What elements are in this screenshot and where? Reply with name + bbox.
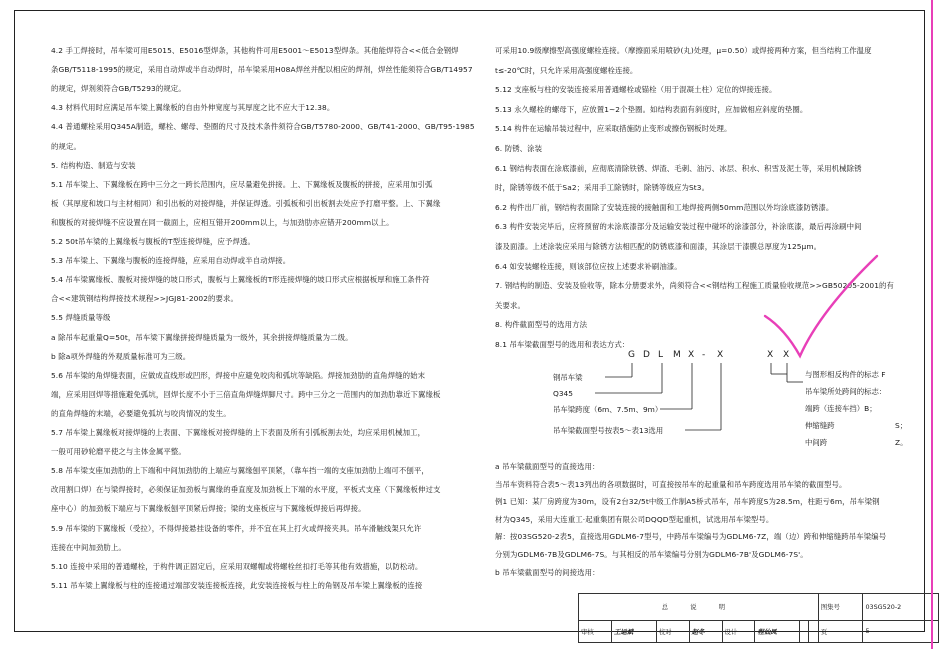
design-signature: 程仙凤 (755, 620, 800, 642)
left-line: 的规定，焊剂须符合GB/T5293的规定。 (51, 84, 186, 94)
title-block-title: 总 说 明 (579, 594, 819, 621)
left-line: 板（其厚度和坡口与主材相同）和引出板的对接焊缝，并保证焊透。引弧板和引出板割去处应予打磨平整。上、下翼缘 (51, 198, 441, 208)
right-line: 6.4 如安装螺栓连接，则该部位应按上述要求补刷油漆。 (495, 261, 682, 271)
left-line: 座中心）的加劲板下端应与下翼缘板刨平顶紧后焊接；梁的支座板应与下翼缘板焊接后再焊接。 (51, 504, 366, 514)
right-line: 8. 构件截面型号的选用方法 (495, 320, 588, 330)
pink-edge-line (931, 0, 933, 649)
left-line: 5.10 连接中采用的普通螺栓，于构件调正固定后，应采用双螺帽或将螺栓丝扣打毛等其他有效措施，以防松动。 (51, 561, 423, 571)
right-lower-line: b 吊车梁截面型号的间接选用： (495, 567, 600, 577)
left-line: b 除a项外焊缝的外观质量标准可为三级。 (51, 351, 191, 361)
left-line: 5.7 吊车梁上翼缘板对接焊缝的上表面、下翼缘板对接焊缝的上下表面及所有引弧板割去处，均应采用机械加工， (51, 428, 426, 437)
diagram-right-label: 吊车梁所处跨间的标志： (805, 387, 887, 396)
left-line: 5.11 吊车梁上翼缘板与柱的连接通过端部安装连接板连接，此安装连接板与柱上的角钢及吊车梁上翼缘板的连接 (51, 580, 423, 590)
right-line: t≤-20℃时，只允许采用高强度螺栓连接。 (495, 65, 638, 75)
left-line: 连接在中间加劲肋上。 (51, 542, 126, 552)
left-line: 5.5 焊缝质量等级 (51, 313, 111, 323)
right-line: 5.14 构件在运输吊装过程中，应采取措施防止变形或擦伤钢板时处理。 (495, 124, 732, 134)
diagram-left-label: 钢吊车梁 (553, 373, 583, 382)
left-line: 4.3 材料代用时应满足吊车梁上翼缘板的自由外伸宽度与其厚度之比不应大于12.38。 (51, 103, 335, 113)
right-line: 关要求。 (495, 300, 525, 310)
right-line: 6. 防锈、涂装 (495, 144, 543, 153)
drawing-sheet (14, 10, 925, 636)
left-line: 4.2 手工焊接时，吊车梁可用E5015、E5016型焊条，其他构件可用E5001～E5013型焊条。其他能焊符合<<低合金钢焊 (51, 46, 459, 55)
left-line: 5.6 吊车梁的角焊缝表面，应做成直线形或凹形，焊接中应避免咬肉和弧坑等缺陷。焊接加劲肋的直角焊缝的始末 (51, 370, 426, 380)
right-line: 5.12 支座板与柱的安装连接采用普通螺栓或锚栓（用于混凝土柱）定位的焊接连接。 (495, 85, 777, 95)
left-line: a 除吊车起重量Q=50t，吊车梁下翼缘拼接焊缝质量为一级外，其余拼接焊缝质量为二级。 (51, 332, 353, 342)
left-line: 的规定。 (51, 141, 81, 151)
left-line: 5.2 50t吊车梁的上翼缘板与腹板的T型连接焊缝，应予焊透。 (51, 237, 256, 246)
right-line: 6.1 钢结构表面在涂底漆前，应彻底清除铁锈、焊渣、毛刺、油污、冰层、积水、积雪及泥土等，采用机械除锈 (495, 163, 862, 173)
code-letter: M (673, 350, 681, 360)
right-line: 5.13 永久螺栓的螺母下，应放置1~2个垫圈。如结构表面有斜度时，应加做相应斜度的垫圈。 (495, 104, 808, 114)
left-line: 改用割口焊）在与梁焊接时，必须保证加劲板与翼缘的垂直度及加劲板上下端的水平度，平板式支座（下翼缘板伸过支 (51, 485, 441, 495)
diagram-left-label: 吊车梁跨度（6m、7.5m、9m） (553, 405, 663, 414)
review-signature: 王运斌 (611, 620, 656, 642)
design-label: 设计 (722, 620, 755, 642)
check-signature: 赵冬 (689, 620, 722, 642)
right-lower-line: 材为Q345，采用大连重工·起重集团有限公司DQQD型起重机，试选用吊车梁型号。 (495, 514, 774, 524)
right-line: 漆及面漆。上述涂装应采用与除锈方法相匹配的防锈底漆和面漆，其涂层干漆膜总厚度为125μm。 (495, 242, 822, 251)
left-line: 5.9 吊车梁的下翼缘板（受拉），不得焊接悬挂设备的零件，并不宜在其上打火或焊接夹具。吊车滑触线架只允许 (51, 523, 422, 533)
diagram-right-label: 端跨（连接车挡）B； (805, 404, 877, 413)
left-line: 条GB/T5118-1995的规定，采用自动焊或半自动焊时，吊车梁采用H08A焊丝并配以相应的焊剂，焊丝性能须符合GB/T14957 (51, 65, 473, 75)
right-line: 6.2 构件出厂前，钢结构表面除了安装连接的接触面和工地焊接两侧50mm范围以外均涂底漆防锈漆。 (495, 202, 834, 212)
right-lower-line: a 吊车梁截面型号的直接选用： (495, 462, 600, 471)
right-lower-line: 当吊车资料符合表5～表13列出的各项数据时，可直接按吊车的起重量和吊车跨度选用吊车梁的截面型号。 (495, 479, 847, 489)
check-label: 校对 (656, 620, 689, 642)
diagram-right-label: 与图形相反构件的标志 F (805, 370, 886, 379)
diagram-right-label: 中间跨 (805, 438, 828, 447)
right-line: 时，除锈等级不低于Sa2；采用手工除锈时，除锈等级应为St3。 (495, 183, 710, 193)
right-lower-line: 解：按03SG520-2表5，直接选用GDLM6-7型号，中跨吊车梁编号为GDLM6-7Z，端（边）跨和伸缩缝跨吊车梁编号 (495, 532, 887, 542)
right-line: 7. 钢结构的制造、安装及验收等，除本分册要求外，尚须符合<<钢结构工程施工质量验收规范>>GB50205-2001的有 (495, 281, 894, 291)
left-line: 和腹板的对接焊缝不应设置在同一截面上，应相互错开200mm以上，与加劲肋亦应错开200mm以上。 (51, 217, 394, 227)
checkmark-annotation (15, 11, 926, 633)
left-line: 的直角焊缝的末端，必要避免弧坑与咬肉情况的发生。 (51, 408, 231, 418)
atlas-number: 03SG520-2 (863, 594, 939, 621)
atlas-label: 图集号 (818, 594, 863, 621)
code-letter: G (628, 350, 635, 360)
diagram-left-label: 吊车梁截面型号按表5～表13选用 (553, 426, 664, 435)
diagram-letter: Z。 (895, 438, 908, 447)
code-letter: X (688, 350, 695, 360)
review-label: 审核 (579, 620, 612, 642)
left-line: 5.3 吊车梁上、下翼缘与腹板的连接焊缝，应采用自动焊或半自动焊接。 (51, 256, 291, 266)
left-line: 端，应采用回焊等措施避免弧坑，回焊长度不小于三倍直角焊缝焊脚尺寸。跨中三分之一范围内的加劲肋靠近下翼缘板 (51, 389, 441, 399)
code-letter: L (658, 350, 664, 360)
right-line: 8.1 吊车梁截面型号的选用和表达方式： (495, 340, 630, 349)
left-line: 一般可用砂轮磨平使之与主体金属平整。 (51, 447, 186, 457)
right-line: 6.3 构件安装完毕后，应将预留的未涂底漆部分及运输安装过程中碰坏的涂漆部分，补涂底漆，最后再涂刷中间 (495, 222, 862, 232)
code-letter: X (767, 350, 774, 360)
page-label: 页 (818, 620, 863, 642)
left-line: 5.4 吊车梁翼缘板、腹板对接焊缝的坡口形式，腹板与上翼缘板的T形连接焊缝的坡口形式应根据板厚和施工条件符 (51, 275, 430, 285)
code-letter: X (717, 350, 724, 360)
right-lower-line: 分别为GDLM6-7B及GDLM6-7S。与其相反的吊车梁编号分别为GDLM6-7B'及GDLM6-7S'。 (495, 550, 808, 559)
code-letter: X (783, 350, 790, 360)
code-letter: D (643, 350, 650, 360)
diagram-left-label: Q345 (553, 389, 573, 398)
code-letter: - (702, 350, 706, 360)
left-line: 4.4 普通螺栓采用Q345A制造，螺栓、螺母、垫圈的尺寸及技术条件须符合GB/T5780-2000、GB/T41-2000、GB/T95-1985 (51, 122, 475, 132)
right-line: 可采用10.9级摩擦型高强度螺栓连接。（摩擦面采用喷砂(丸)处理，μ=0.50）或焊接两种方案，但当结构工作温度 (495, 46, 872, 55)
left-line: 5.1 吊车梁上、下翼缘板在跨中三分之一跨长范围内，应尽量避免拼接。上、下翼缘板及腹板的拼接，应采用加引弧 (51, 179, 433, 189)
diagram-right-label: 伸缩缝跨 (805, 421, 835, 430)
left-line: 5. 结构构造、制造与安装 (51, 160, 136, 170)
right-lower-line: 例1 已知：某厂房跨度为30m，设有2台32/5t中级工作制A5桥式吊车，吊车跨度S为28.5m，柱距亏6m，吊车梁钢 (495, 497, 880, 507)
left-line: 5.8 吊车梁支座加劲肋的上下端和中间加劲肋的上端应与翼缘刨平顶紧，（靠车挡一端的支座加劲肋上端可不刨平， (51, 466, 429, 476)
page-number: 5 (863, 620, 939, 642)
left-line: 合<<建筑钢结构焊接技术规程>>JGJ81-2002的要求。 (51, 294, 238, 304)
diagram-letter: S； (895, 421, 908, 430)
